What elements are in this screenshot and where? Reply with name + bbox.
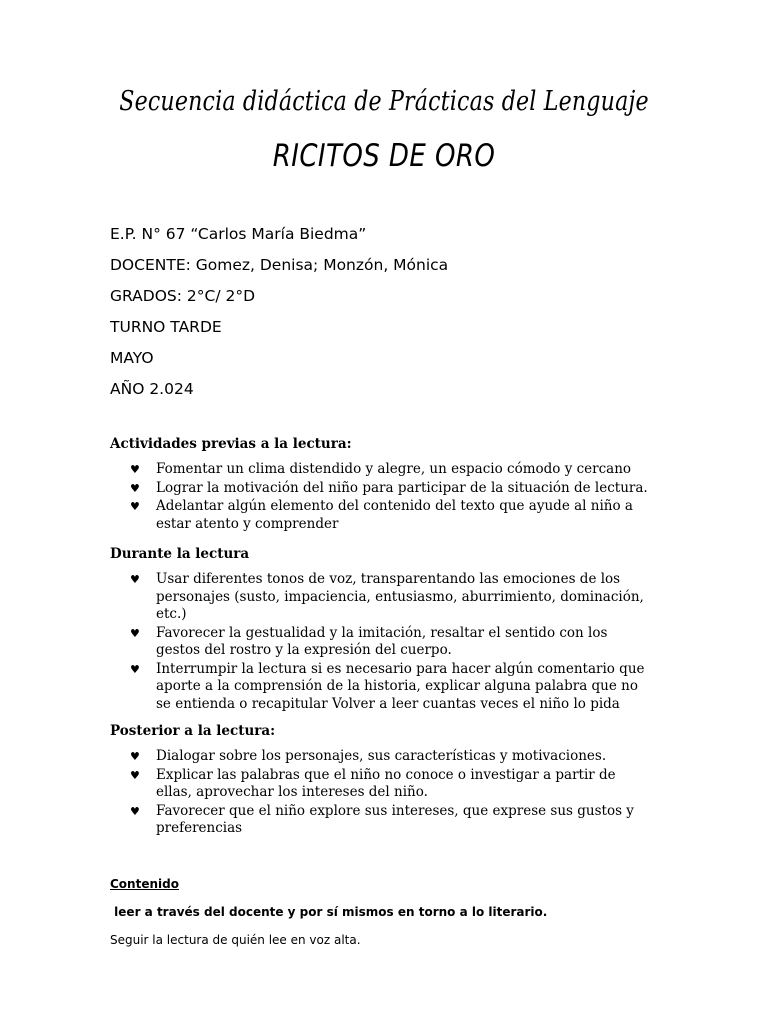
bullet-list bbox=[110, 571, 650, 713]
list-item-text: Usar diferentes tonos de voz, transparentando las emociones de los personajes (susto, impaciencia, entusiasmo, aburrimiento, dominación, etc.) bbox=[156, 571, 644, 622]
content-line-2: Seguir la lectura de quién lee en voz alta. bbox=[110, 933, 361, 947]
document-subtitle: RICITOS DE ORO bbox=[272, 138, 496, 174]
document-title: Secuencia didáctica de Prácticas del Lenguaje bbox=[119, 86, 649, 117]
list-item bbox=[110, 661, 650, 714]
info-school: E.P. N° 67 “Carlos María Biedma” bbox=[110, 225, 367, 243]
list-item-text: Explicar las palabras que el niño no conoce o investigar a partir de ellas, aprovechar los intereses del niño. bbox=[156, 766, 616, 800]
heart-icon: ♥ bbox=[130, 750, 140, 763]
heart-icon: ♥ bbox=[130, 662, 140, 676]
info-year: AÑO 2.024 bbox=[110, 380, 194, 398]
section-heading: Durante la lectura bbox=[110, 546, 250, 562]
info-grades: GRADOS: 2°C/ 2°D bbox=[110, 287, 256, 305]
heart-icon: ♥ bbox=[130, 500, 140, 513]
section-heading: Posterior a la lectura: bbox=[110, 723, 276, 739]
list-item-text: Dialogar sobre los personajes, sus características y motivaciones. bbox=[156, 748, 607, 764]
list-item-text: Adelantar algún elemento del contenido del texto que ayude al niño a estar atento y comprender bbox=[156, 498, 633, 532]
list-item bbox=[110, 498, 650, 533]
section-heading: Actividades previas a la lectura: bbox=[110, 436, 352, 452]
info-teachers: DOCENTE: Gomez, Denisa; Monzón, Mónica bbox=[110, 256, 449, 274]
list-item bbox=[110, 480, 650, 498]
list-item bbox=[110, 571, 650, 624]
list-item-text: Lograr la motivación del niño para participar de la situación de lectura. bbox=[156, 479, 648, 496]
info-month: MAYO bbox=[110, 349, 154, 367]
content-heading: Contenido bbox=[110, 877, 179, 891]
bullet-list bbox=[110, 461, 650, 533]
list-item-text: Favorecer la gestualidad y la imitación, resaltar el sentido con los gestos del rostro y la expresión del cuerpo. bbox=[156, 624, 608, 658]
list-item bbox=[110, 767, 650, 802]
content-line-1: leer a través del docente y por sí mismos en torno a lo literario. bbox=[110, 905, 548, 919]
list-item-text: Interrumpir la lectura si es necesario para hacer algún comentario que aporte a la comprensión de la historia, explicar alguna palabra que no se entienda o recapitular Volver a leer cuantas veces el niño lo pida bbox=[156, 660, 645, 712]
list-item-text: Fomentar un clima distendido y alegre, un espacio cómodo y cercano bbox=[156, 461, 632, 477]
section-before-reading bbox=[110, 435, 650, 534]
heart-icon: ♥ bbox=[130, 481, 140, 495]
school-info-list bbox=[110, 222, 448, 408]
bullet-list bbox=[110, 748, 650, 838]
heart-icon: ♥ bbox=[130, 626, 140, 640]
list-item bbox=[110, 625, 650, 660]
heart-icon: ♥ bbox=[130, 804, 140, 818]
section-during-reading bbox=[110, 545, 650, 714]
list-item-text: Favorecer que el niño explore sus intereses, que exprese sus gustos y preferencias bbox=[156, 802, 634, 836]
heart-icon: ♥ bbox=[130, 463, 140, 476]
info-shift: TURNO TARDE bbox=[110, 318, 222, 336]
heart-icon: ♥ bbox=[130, 768, 140, 782]
heart-icon: ♥ bbox=[130, 573, 140, 586]
list-item bbox=[110, 461, 650, 479]
section-after-reading bbox=[110, 722, 650, 839]
list-item bbox=[110, 748, 650, 766]
list-item bbox=[110, 803, 650, 838]
